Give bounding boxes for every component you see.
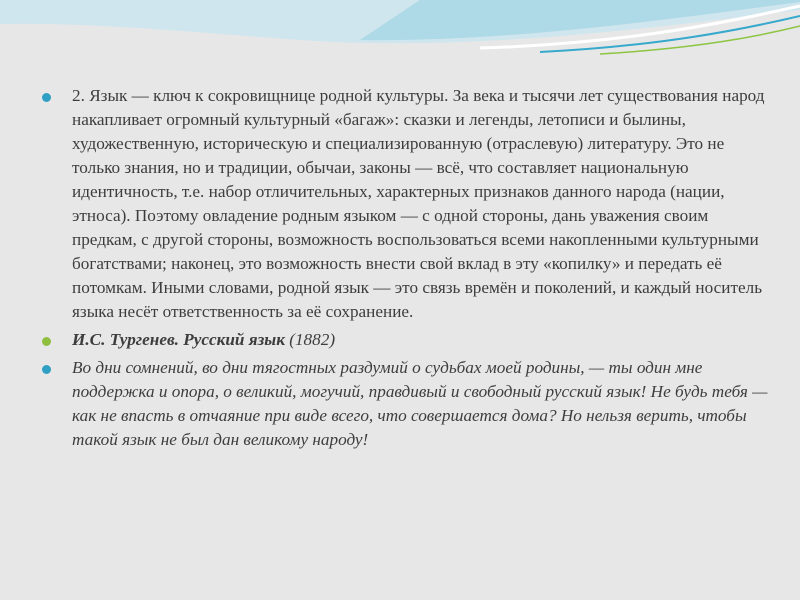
bullet-dot-icon (42, 337, 51, 346)
bullet-quote (40, 356, 770, 452)
quote-text: Во дни сомнений, во дни тягостных раздумий о судьбах моей родины, — ты один мне поддержка и опора, о великий, могучий, правдивый и свободный русский язык! Не будь тебя — как не впасть в отчаяние при виде всего, что совершается дома? Но нельзя верить, чтобы такой язык не был дан великому народу! (72, 358, 768, 449)
citation-year: (1882) (284, 330, 336, 349)
bullet-dot-icon (42, 93, 51, 102)
bullet-citation (40, 328, 770, 352)
bullet-paragraph (40, 84, 770, 324)
paragraph-text: 2. Язык — ключ к сокровищнице родной культуры. За века и тысячи лет существования народ накапливает огромный культурный «багаж»: сказки и легенды, летописи и былины, художественную, историческую и специализированную (отраслевую) литературу. Это не только знания, но и традиции, обычаи, законы — всё, что составляет национальную идентичность, т.е. набор отличительных, характерных признаков данного народа (нации, этноса). Поэтому овладение родным языком — с одной стороны, дань уважения своим предкам, с другой стороны, возможность воспользоваться всеми накопленными культурными богатствами; наконец, это возможность внести свой вклад в эту «копилку» и передать её потомкам. Иными словами, родной язык — это связь времён и поколений, и каждый носитель языка несёт ответственность за её сохранение. (72, 86, 765, 321)
slide-content (40, 84, 770, 456)
header-wave-decoration (0, 0, 800, 70)
bullet-dot-icon (42, 365, 51, 374)
citation-author-title: И.С. Тургенев. Русский язык (72, 330, 285, 349)
